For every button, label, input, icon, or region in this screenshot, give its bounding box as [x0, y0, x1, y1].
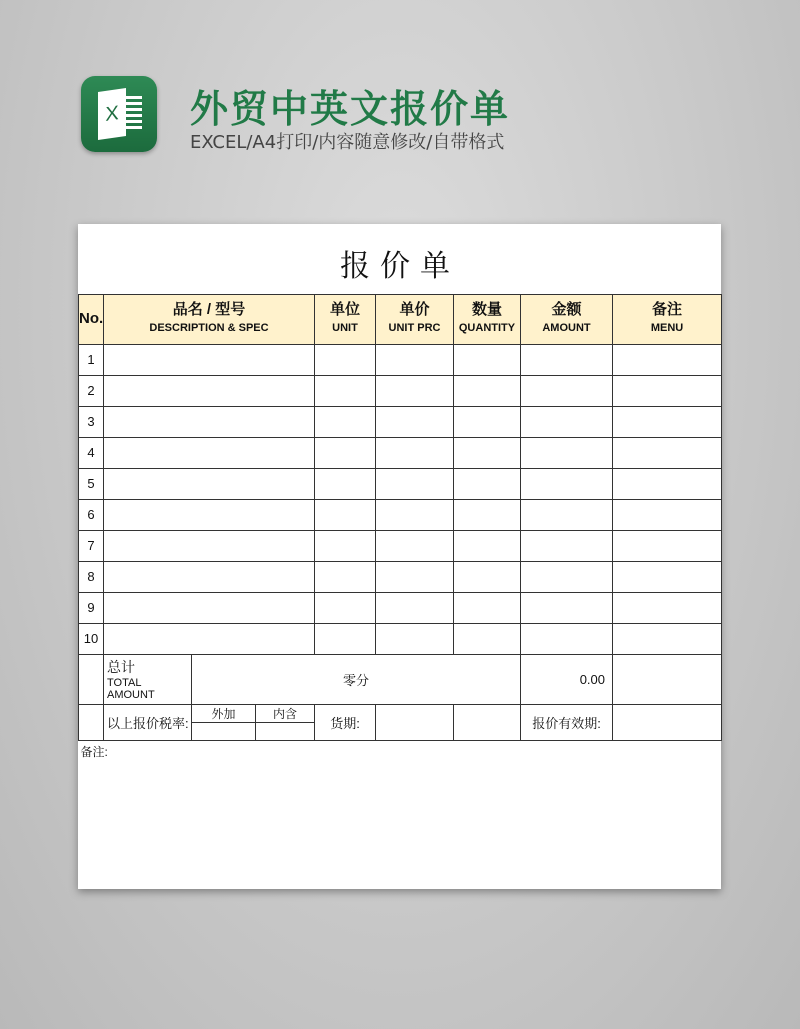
cell-description[interactable] [104, 468, 315, 499]
total-in-words[interactable]: 零分 [192, 654, 521, 704]
cell-unit[interactable] [315, 468, 376, 499]
quotation-sheet [78, 224, 721, 889]
cell-memo[interactable] [613, 499, 722, 530]
cell-amount[interactable] [521, 344, 613, 375]
row-number: 8 [79, 561, 104, 592]
cell-unit[interactable] [315, 437, 376, 468]
cell-amount[interactable] [521, 561, 613, 592]
cell-description[interactable] [104, 499, 315, 530]
cell-memo[interactable] [613, 561, 722, 592]
header-quantity-en: QUANTITY [458, 322, 516, 334]
cell-unit-price[interactable] [376, 623, 454, 654]
header-amount-en: AMOUNT [542, 322, 591, 334]
table-row [79, 530, 722, 561]
cell-quantity[interactable] [454, 344, 521, 375]
cell-quantity[interactable] [454, 437, 521, 468]
header-quantity [454, 294, 521, 344]
cell-amount[interactable] [521, 623, 613, 654]
cell-memo[interactable] [613, 530, 722, 561]
cell-unit[interactable] [315, 406, 376, 437]
cell-amount[interactable] [521, 437, 613, 468]
cell-unit[interactable] [315, 561, 376, 592]
cell-quantity[interactable] [454, 375, 521, 406]
header-amount [521, 294, 613, 344]
header-unit-price-cn: 单价 [399, 301, 430, 318]
tax-row [79, 704, 722, 722]
sheet-title: 报价单 [79, 224, 722, 294]
row-number: 2 [79, 375, 104, 406]
total-amount[interactable]: 0.00 [521, 654, 613, 704]
row-number: 7 [79, 530, 104, 561]
cell-amount[interactable] [521, 499, 613, 530]
cell-quantity[interactable] [454, 623, 521, 654]
cell-memo[interactable] [613, 468, 722, 499]
header-unit-cn: 单位 [329, 301, 360, 318]
cell-unit[interactable] [315, 623, 376, 654]
table-row [79, 406, 722, 437]
header-memo-en: MENU [650, 322, 684, 334]
tax-extra-value[interactable] [192, 722, 256, 740]
header-memo [613, 294, 722, 344]
row-number: 9 [79, 592, 104, 623]
tax-extra: 外加 [192, 704, 256, 722]
quotation-table [78, 224, 722, 888]
header-memo-cn: 备注 [652, 301, 683, 318]
delivery-label: 货期: [315, 704, 376, 740]
table-row [79, 592, 722, 623]
cell-unit[interactable] [315, 499, 376, 530]
cell-memo[interactable] [613, 437, 722, 468]
cell-unit-price[interactable] [376, 468, 454, 499]
cell-description[interactable] [104, 623, 315, 654]
cell-unit-price[interactable] [376, 344, 454, 375]
total-row [79, 654, 722, 704]
cell-quantity[interactable] [454, 530, 521, 561]
cell-quantity[interactable] [454, 468, 521, 499]
cell-quantity[interactable] [454, 592, 521, 623]
cell-unit-price[interactable] [376, 375, 454, 406]
validity-value[interactable] [613, 704, 722, 740]
header-amount-cn: 金额 [551, 301, 582, 318]
row-number: 10 [79, 623, 104, 654]
row-number: 1 [79, 344, 104, 375]
total-label: 总计 TOTAL AMOUNT [104, 654, 192, 704]
table-row [79, 623, 722, 654]
header-unit-price [376, 294, 454, 344]
cell-quantity[interactable] [454, 561, 521, 592]
cell-amount[interactable] [521, 468, 613, 499]
header-description-cn: 品名 / 型号 [172, 301, 246, 318]
cell-amount[interactable] [521, 406, 613, 437]
cell-description[interactable] [104, 592, 315, 623]
cell-unit[interactable] [315, 344, 376, 375]
cell-amount[interactable] [521, 530, 613, 561]
cell-amount[interactable] [521, 592, 613, 623]
delivery-value[interactable] [376, 704, 454, 740]
banner-subtitle: EXCEL/A4打印/内容随意修改/自带格式 [190, 132, 505, 153]
cell-description[interactable] [104, 530, 315, 561]
table-row [79, 344, 722, 375]
table-row [79, 499, 722, 530]
row-number: 6 [79, 499, 104, 530]
cell-description[interactable] [104, 406, 315, 437]
row-number: 5 [79, 468, 104, 499]
cell-description[interactable] [104, 375, 315, 406]
cell-unit[interactable] [315, 592, 376, 623]
table-row [79, 468, 722, 499]
cell-unit[interactable] [315, 530, 376, 561]
cell-description[interactable] [104, 561, 315, 592]
table-row [79, 561, 722, 592]
excel-logo-icon: X [81, 76, 157, 152]
cell-memo[interactable] [613, 375, 722, 406]
cell-quantity[interactable] [454, 406, 521, 437]
header-unit [315, 294, 376, 344]
cell-memo[interactable] [613, 592, 722, 623]
header-quantity-cn: 数量 [471, 301, 502, 318]
cell-quantity[interactable] [454, 499, 521, 530]
cell-amount[interactable] [521, 375, 613, 406]
tax-included-value[interactable] [256, 722, 315, 740]
cell-memo[interactable] [613, 623, 722, 654]
cell-description[interactable] [104, 344, 315, 375]
tax-included: 内含 [256, 704, 315, 722]
cell-unit-price[interactable] [376, 406, 454, 437]
tax-label: 以上报价税率: [104, 704, 192, 740]
header-row [79, 294, 722, 344]
cell-unit-price[interactable] [376, 437, 454, 468]
validity-label: 报价有效期: [521, 704, 613, 740]
cell-memo[interactable] [613, 344, 722, 375]
cell-unit-price[interactable] [376, 592, 454, 623]
cell-unit-price[interactable] [376, 530, 454, 561]
header-description-en: DESCRIPTION & SPEC [149, 322, 269, 334]
header-no: No. [79, 294, 104, 344]
banner-title: 外贸中英文报价单 [190, 87, 511, 131]
header-unit-price-en: UNIT PRC [388, 322, 441, 334]
row-number: 3 [79, 406, 104, 437]
row-number: 4 [79, 437, 104, 468]
cell-description[interactable] [104, 437, 315, 468]
cell-unit-price[interactable] [376, 499, 454, 530]
header-unit-en: UNIT [332, 322, 358, 334]
remarks[interactable]: 备注: [80, 744, 108, 759]
table-row [79, 437, 722, 468]
cell-memo[interactable] [613, 406, 722, 437]
header-description [104, 294, 315, 344]
table-row [79, 375, 722, 406]
cell-unit-price[interactable] [376, 561, 454, 592]
cell-unit[interactable] [315, 375, 376, 406]
